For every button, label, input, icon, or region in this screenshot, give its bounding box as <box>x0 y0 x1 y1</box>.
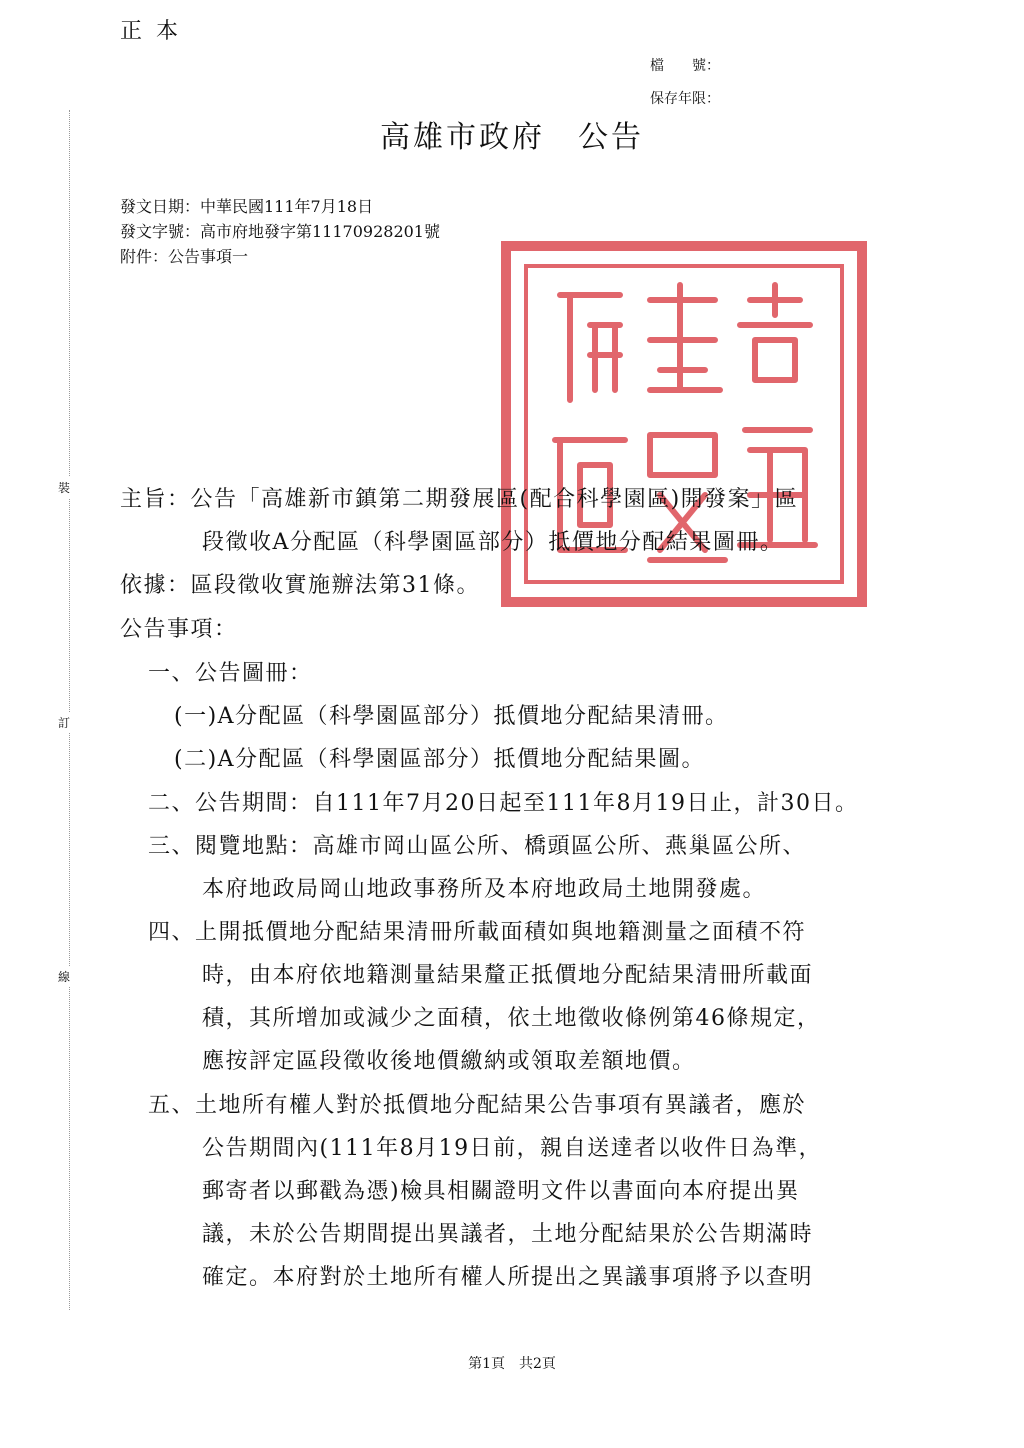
binding-guide-line <box>69 110 70 1310</box>
document-title: 高雄市政府 公告 <box>380 120 644 155</box>
item-1-sub-b: (二)A分配區（科學園區部分）抵價地分配結果圖。 <box>174 747 706 772</box>
page-number-footer: 第1頁 共2頁 <box>468 1356 556 1372</box>
attachment-note: 附件：公告事項一 <box>120 247 249 266</box>
subject-line-2: 段徵收A分配區（科學園區部分）抵價地分配結果圖冊。 <box>202 530 784 555</box>
item-3-line-2: 本府地政局岡山地政事務所及本府地政局土地開發處。 <box>202 877 767 902</box>
document-number: 發文字號：高市府地發字第11170928201號 <box>120 222 440 241</box>
item-3-line-1: 三、閱覽地點：高雄市岡山區公所、橋頭區公所、燕巢區公所、 <box>148 834 807 859</box>
item-4-line-3: 積，其所增加或減少之面積，依土地徵收條例第46條規定， <box>202 1006 821 1031</box>
item-5-line-1: 五、土地所有權人對於抵價地分配結果公告事項有異議者，應於 <box>148 1093 807 1118</box>
basis-line: 依據：區段徵收實施辦法第31條。 <box>120 573 480 598</box>
item-1: 一、公告圖冊： <box>148 661 313 686</box>
binding-char-bind: 裝 <box>58 477 70 498</box>
retention-period-label: 保存年限： <box>650 91 720 107</box>
binding-char-staple: 訂 <box>58 712 70 733</box>
copy-label: 正本 <box>120 19 193 44</box>
file-number-label: 檔 號： <box>650 58 720 74</box>
item-4-line-4: 應按評定區段徵收後地價繳納或領取差額地價。 <box>202 1049 696 1074</box>
item-4-line-2: 時，由本府依地籍測量結果釐正抵價地分配結果清冊所載面 <box>202 963 814 988</box>
item-2: 二、公告期間：自111年7月20日起至111年8月19日止，計30日。 <box>148 791 859 816</box>
issue-date: 發文日期：中華民國111年7月18日 <box>120 197 374 216</box>
item-5-line-3: 郵寄者以郵戳為憑)檢具相關證明文件以書面向本府提出異 <box>202 1179 800 1204</box>
item-5-line-4: 議，未於公告期間提出異議者，土地分配結果於公告期滿時 <box>202 1222 814 1247</box>
items-heading: 公告事項： <box>120 617 238 642</box>
subject-line-1: 主旨：公告「高雄新市鎮第二期發展區(配合科學園區)開發案」區 <box>120 487 799 512</box>
item-5-line-2: 公告期間內(111年8月19日前，親自送達者以收件日為準， <box>202 1136 823 1161</box>
item-5-line-5: 確定。本府對於土地所有權人所提出之異議事項將予以查明 <box>202 1265 814 1290</box>
item-1-sub-a: (一)A分配區（科學園區部分）抵價地分配結果清冊。 <box>174 704 729 729</box>
binding-char-line: 線 <box>58 966 70 987</box>
item-4-line-1: 四、上開抵價地分配結果清冊所載面積如與地籍測量之面積不符 <box>148 920 807 945</box>
